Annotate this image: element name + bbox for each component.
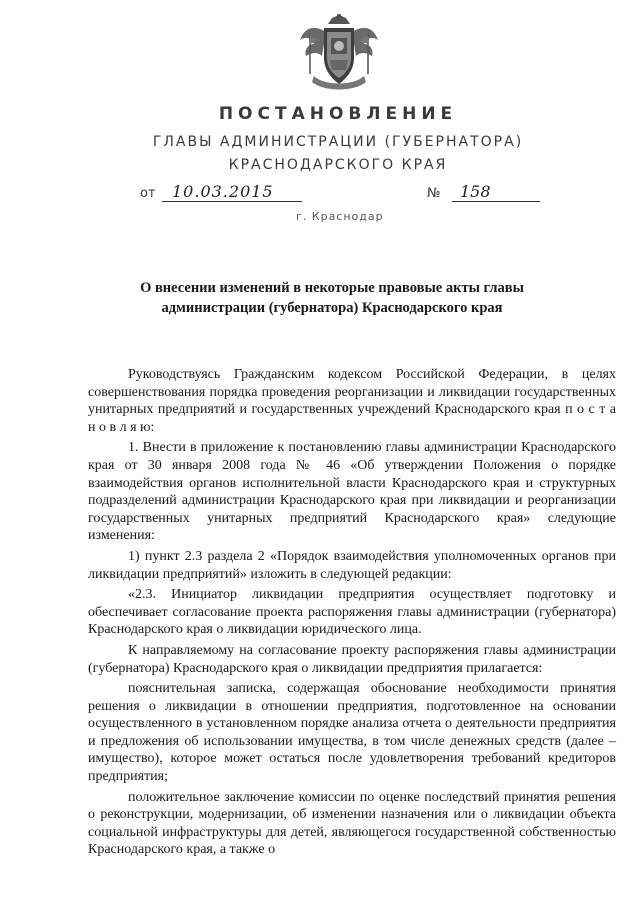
- paragraph: пояснительная записка, содержащая обоснование необходимости принятия решения о ликвидации в отношении предприятия, подготовленное на основании осуществленного в установленном порядке анализа отчета о деятельности предприятия и предложения об использовании имущества, в том числе денежных средств (далее – имущество), которое может остаться после удовлетворения требований кредиторов предприятия;: [88, 681, 616, 785]
- paragraph: К направляемому на согласование проекту распоряжения главы администрации (губернатора) Краснодарского края о ликвидации предприятия прилагается:: [88, 642, 616, 676]
- date-label: от: [140, 186, 156, 201]
- paragraph: 1) пункт 2.3 раздела 2 «Порядок взаимодействия уполномоченных органов при ликвидации предприятий» изложить в следующей редакции:: [88, 548, 616, 582]
- number-value: 158: [452, 182, 540, 202]
- document-type-heading: ПОСТАНОВЛЕНИЕ: [218, 104, 458, 124]
- document-body: [88, 366, 616, 862]
- document-title: [120, 278, 544, 318]
- coat-of-arms-emblem: [296, 14, 382, 92]
- region-heading: КРАСНОДАРСКОГО КРАЯ: [228, 157, 448, 173]
- paragraph: 1. Внести в приложение к постановлению главы администрации Краснодарского края от 30 января 2008 года № 46 «Об утверждении Положения о порядке взаимодействия органов исполнительной власти Краснодарского края и структурных подразделений администрации Краснодарского края при ликвидации и реорганизации государственных унитарных предприятий Краснодарского края» следующие изменения:: [88, 440, 616, 544]
- paragraph: Руководствуясь Гражданским кодексом Российской Федерации, в целях совершенствования порядка проведения реорганизации и ликвидации государственных унитарных предприятий и государственных учреждений Краснодарского края п о с т а н о в л я ю:: [88, 367, 616, 435]
- issuer-heading: ГЛАВЫ АДМИНИСТРАЦИИ (ГУБЕРНАТОРА): [152, 134, 524, 150]
- paragraph: «2.3. Инициатор ликвидации предприятия осуществляет подготовку и обеспечивает согласование проекта распоряжения главы администрации (губернатора) Краснодарского края о ликвидации юридического лица.: [88, 587, 616, 638]
- title-line-2: администрации (губернатора) Краснодарского края: [161, 300, 503, 316]
- city-label: г. Краснодар: [296, 210, 384, 223]
- date-value: 10.03.2015: [162, 182, 302, 202]
- date-number-row: [140, 184, 540, 208]
- number-label: №: [427, 186, 441, 201]
- title-line-1: О внесении изменений в некоторые правовые акты главы: [140, 280, 524, 296]
- paragraph: положительное заключение комиссии по оценке последствий принятия решения о реконструкции, модернизации, об изменении назначения или о ликвидации объекта социальной инфраструктуры для детей, являющегося государственной собственностью Краснодарского края, а также о: [88, 789, 616, 858]
